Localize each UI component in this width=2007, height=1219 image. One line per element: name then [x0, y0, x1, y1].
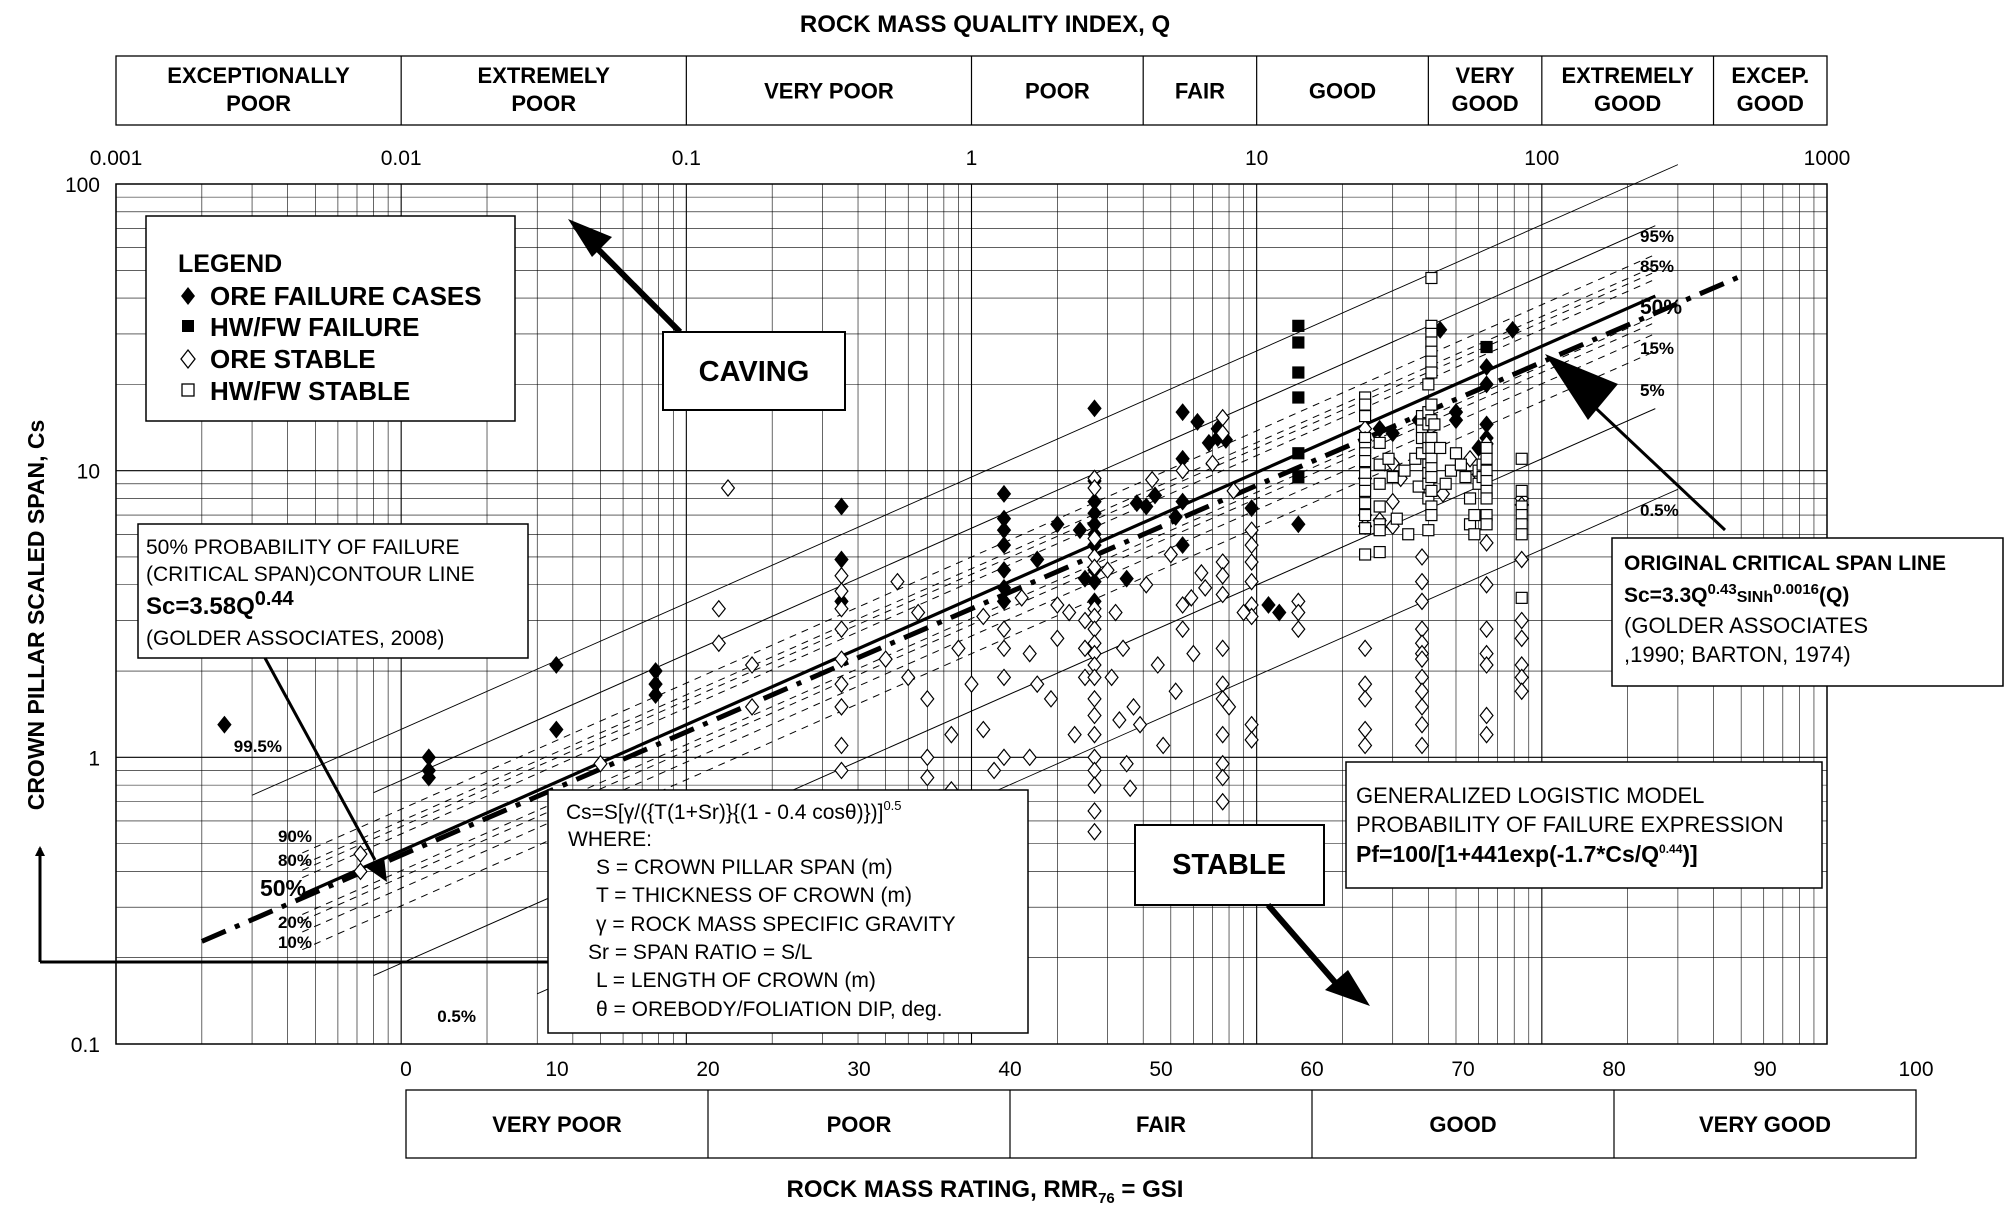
cs-def-5: θ = OREBODY/FOLIATION DIP, deg.: [596, 998, 943, 1021]
y-tick-label: 10: [76, 460, 100, 484]
data-point: [1140, 577, 1153, 593]
data-point: [1293, 367, 1304, 378]
data-point: [1088, 727, 1101, 743]
data-point: [1426, 356, 1437, 367]
data-point: [1374, 478, 1385, 489]
cs-formula: Cs=S[γ/({T(1+Sr)}{(1 - 0.4 cosθ)})]$^{0.5}$: [566, 798, 902, 824]
data-point: [1151, 657, 1164, 673]
data-point: [902, 669, 915, 685]
cs-def-3: Sr = SPAN RATIO = S/L: [588, 941, 813, 964]
data-point: [1450, 448, 1461, 459]
data-point: [1387, 472, 1398, 483]
x-axis-label: ROCK MASS RATING, $RMR_{76}$ = GSI: [786, 1176, 1184, 1207]
contour-label-left: 20%: [277, 913, 312, 932]
data-point: [998, 522, 1011, 538]
data-point: [1293, 320, 1304, 331]
data-point: [1023, 749, 1036, 765]
rmr-class-row: [406, 1090, 1916, 1158]
rmr-class-label: FAIR: [1135, 1112, 1187, 1137]
data-point: [550, 657, 563, 673]
golder-line2: (CRITICAL SPAN)CONTOUR LINE: [146, 563, 475, 586]
data-point: [1426, 485, 1437, 496]
q-class-label: VERY POOR: [764, 78, 894, 104]
q-class-label: FAIR: [1174, 78, 1225, 104]
data-point: [1429, 419, 1440, 430]
data-point: [1460, 472, 1471, 483]
data-point: [1031, 676, 1044, 692]
data-point: [746, 699, 759, 715]
data-point: [1403, 529, 1414, 540]
data-point: [1206, 455, 1219, 471]
q-class-label: EXTREMELY GOOD: [1561, 63, 1694, 116]
data-point: [1516, 453, 1527, 464]
data-point: [1360, 411, 1371, 422]
contour-label-right: 85%: [1640, 257, 1675, 276]
data-point: [1088, 824, 1101, 840]
data-point: [1045, 691, 1058, 707]
data-point: [835, 583, 848, 599]
data-point: [1359, 691, 1372, 707]
data-point: [1481, 453, 1492, 464]
data-point: [1360, 498, 1371, 509]
data-point: [998, 486, 1011, 502]
data-point: [1063, 605, 1076, 621]
rmr-tick-label: 50: [1149, 1058, 1173, 1081]
q-tick-label: 1: [965, 147, 978, 170]
rmr-class-label: POOR: [826, 1112, 892, 1137]
data-point: [1216, 676, 1229, 692]
data-point: [835, 621, 848, 637]
contour-label-right: 50%: [1640, 296, 1683, 319]
data-point: [1426, 399, 1437, 410]
rmr-axis-ticks: [400, 1058, 1933, 1081]
data-point: [1383, 453, 1394, 464]
rmr-tick-label: 80: [1602, 1058, 1626, 1081]
rmr-tick-label: 0: [400, 1058, 412, 1081]
golder-line1: 50% PROBABILITY OF FAILURE: [146, 536, 460, 559]
q-tick-label: 100: [1524, 147, 1560, 170]
data-point: [1360, 433, 1371, 444]
data-point: [998, 537, 1011, 553]
data-point: [1516, 485, 1527, 496]
data-point: [1273, 605, 1286, 621]
data-point: [1101, 562, 1114, 578]
q-class-label: EXTREMELY POOR: [477, 63, 610, 116]
data-point: [1360, 399, 1371, 410]
data-point: [1216, 770, 1229, 786]
q-tick-label: 0.001: [89, 147, 143, 170]
data-point: [1481, 465, 1492, 476]
data-point: [1051, 597, 1064, 613]
data-point: [879, 651, 892, 667]
data-point: [835, 676, 848, 692]
data-point: [1245, 522, 1258, 538]
data-point: [1426, 433, 1437, 444]
data-point: [1360, 456, 1371, 467]
data-point: [1292, 621, 1305, 637]
data-point: [1195, 565, 1208, 581]
data-point: [1360, 485, 1371, 496]
original-line4: ,1990; BARTON, 1974): [1624, 642, 1851, 667]
data-point: [1216, 794, 1229, 810]
cs-where: WHERE:: [568, 828, 652, 851]
q-class-row: [116, 56, 1827, 125]
data-point: [1480, 707, 1493, 723]
data-point: [1481, 493, 1492, 504]
cs-def-1: T = THICKNESS OF CROWN (m): [596, 884, 912, 907]
data-point: [1416, 683, 1429, 699]
rmr-tick-label: 30: [847, 1058, 871, 1081]
data-point: [1088, 777, 1101, 793]
data-point: [998, 562, 1011, 578]
data-point: [1088, 669, 1101, 685]
data-point: [965, 676, 978, 692]
data-point: [1480, 535, 1493, 551]
data-point: [1399, 465, 1410, 476]
contour-label-right: 95%: [1640, 227, 1675, 246]
contour-label-right: 5%: [1640, 381, 1665, 400]
data-point: [1293, 337, 1304, 348]
rmr-class-label: VERY POOR: [492, 1112, 622, 1137]
original-title: ORIGINAL CRITICAL SPAN LINE: [1624, 552, 1947, 575]
contour-label-left: 99.5%: [233, 737, 282, 756]
legend-label-hwfw-stable: HW/FW STABLE: [210, 376, 411, 406]
data-point: [1113, 712, 1126, 728]
data-point: [835, 498, 848, 514]
y-tick-label: 100: [64, 174, 100, 197]
rmr-tick-label: 40: [998, 1058, 1022, 1081]
data-point: [1068, 727, 1081, 743]
cs-definition-box: [548, 790, 1028, 1033]
data-point: [1359, 722, 1372, 738]
data-point: [1199, 580, 1212, 596]
legend-title: LEGEND: [178, 250, 283, 278]
q-class-label: VERY GOOD: [1451, 63, 1519, 116]
data-point: [550, 722, 563, 738]
data-point: [1245, 537, 1258, 553]
data-point: [835, 699, 848, 715]
logistic-model-box: [1346, 762, 1822, 888]
contour-label-left: 50%: [259, 875, 306, 901]
data-point: [1187, 646, 1200, 662]
contour-label-right: 15%: [1640, 339, 1675, 358]
legend-marker-hwfw-failure: [182, 320, 194, 332]
data-point: [1051, 630, 1064, 646]
q-class-label: POOR: [1024, 78, 1090, 104]
data-point: [1435, 442, 1446, 453]
data-point: [1293, 472, 1304, 483]
data-point: [1088, 803, 1101, 819]
data-point: [1416, 699, 1429, 715]
data-point: [354, 846, 367, 862]
data-point: [1374, 501, 1385, 512]
data-point: [1480, 727, 1493, 743]
contour-label-left: 80%: [277, 851, 312, 870]
q-tick-label: 1000: [1803, 147, 1851, 170]
data-point: [1216, 640, 1229, 656]
data-point: [1469, 510, 1480, 521]
data-point: [1245, 732, 1258, 748]
data-point: [988, 762, 1001, 778]
data-point: [1481, 519, 1492, 530]
stable-annotation: [1135, 825, 1370, 1006]
data-point: [921, 749, 934, 765]
data-point: [1191, 414, 1204, 430]
data-point: [1124, 780, 1137, 796]
cs-def-2: γ = ROCK MASS SPECIFIC GRAVITY: [596, 913, 956, 936]
legend-label-ore-stable: ORE STABLE: [210, 344, 376, 374]
data-point: [1481, 442, 1492, 453]
data-point: [1120, 756, 1133, 772]
data-point: [1423, 379, 1434, 390]
original-formula: $Sc=3.3Q^{0.43}_{SINh}^{0.0016}(Q)$: [1624, 581, 1850, 607]
data-point: [746, 657, 759, 673]
golder-source: (GOLDER ASSOCIATES, 2008): [146, 627, 445, 650]
data-point: [1023, 646, 1036, 662]
data-point: [1293, 448, 1304, 459]
data-point: [1360, 468, 1371, 479]
data-point: [1015, 590, 1028, 606]
data-point: [1515, 613, 1528, 629]
data-point: [1051, 516, 1064, 532]
data-point: [1117, 640, 1130, 656]
rmr-class-label: VERY GOOD: [1698, 1112, 1832, 1137]
data-point: [1360, 549, 1371, 560]
legend-marker-hwfw-stable: [182, 384, 194, 396]
logistic-line1: GENERALIZED LOGISTIC MODEL: [1356, 783, 1705, 808]
data-point: [835, 762, 848, 778]
data-point: [1169, 683, 1182, 699]
data-point: [977, 608, 990, 624]
data-point: [1134, 717, 1147, 733]
q-tick-label: 0.1: [671, 147, 701, 170]
data-point: [1516, 519, 1527, 530]
legend-label-hwfw-failure: HW/FW FAILURE: [210, 312, 420, 342]
data-point: [1127, 699, 1140, 715]
contour-label-left: 10%: [277, 933, 312, 952]
data-point: [1516, 592, 1527, 603]
cs-def-4: L = LENGTH OF CROWN (m): [596, 969, 876, 992]
data-point: [1391, 513, 1402, 524]
data-point: [1374, 437, 1385, 448]
data-point: [722, 480, 735, 496]
data-point: [218, 717, 231, 733]
data-point: [1176, 537, 1189, 553]
rmr-tick-label: 100: [1898, 1058, 1934, 1081]
data-point: [1440, 478, 1451, 489]
q-tick-label: 0.01: [380, 147, 422, 170]
data-point: [1088, 762, 1101, 778]
data-point: [1088, 400, 1101, 416]
legend: [146, 216, 515, 421]
data-point: [1359, 737, 1372, 753]
y-axis-label: CROWN PILLAR SCALED SPAN, Cs: [23, 419, 49, 811]
data-point: [1416, 593, 1429, 609]
data-point: [1157, 737, 1170, 753]
data-point: [1088, 691, 1101, 707]
data-point: [712, 601, 725, 617]
data-point: [998, 640, 1011, 656]
rmr-tick-label: 60: [1300, 1058, 1324, 1081]
data-point: [1426, 346, 1437, 357]
data-point: [1481, 342, 1492, 353]
stable-label: STABLE: [1172, 849, 1286, 881]
rmr-class-label: GOOD: [1429, 1112, 1497, 1137]
data-point: [1423, 525, 1434, 536]
data-point: [1360, 523, 1371, 534]
data-point: [1386, 494, 1399, 510]
data-point: [649, 687, 662, 703]
data-point: [1245, 574, 1258, 590]
data-point: [1245, 717, 1258, 733]
q-axis-ticks: [90, 147, 1851, 170]
data-point: [1480, 621, 1493, 637]
data-point: [1416, 717, 1429, 733]
contour-line: [374, 226, 1656, 793]
data-point: [1109, 605, 1122, 621]
q-tick-label: 10: [1244, 147, 1269, 170]
q-class-label: EXCEP. GOOD: [1731, 63, 1810, 116]
contour-label-left: 90%: [277, 827, 312, 846]
contour-label-left: 0.5%: [437, 1007, 476, 1026]
data-point: [1292, 605, 1305, 621]
original-line3: (GOLDER ASSOCIATES: [1624, 613, 1869, 638]
data-point: [1359, 640, 1372, 656]
data-point: [1426, 472, 1437, 483]
data-point: [998, 669, 1011, 685]
data-point: [1088, 707, 1101, 723]
data-point: [1374, 525, 1385, 536]
rmr-tick-label: 70: [1451, 1058, 1475, 1081]
data-point: [1515, 551, 1528, 567]
data-point: [1359, 676, 1372, 692]
data-point: [1426, 367, 1437, 378]
data-point: [1031, 551, 1044, 567]
data-point: [1416, 574, 1429, 590]
rmr-tick-label: 10: [545, 1058, 569, 1081]
data-point: [1216, 727, 1229, 743]
original-critical-span-box: [1545, 354, 2003, 686]
data-point: [835, 551, 848, 567]
data-point: [921, 770, 934, 786]
data-point: [1480, 577, 1493, 593]
data-point: [1426, 510, 1437, 521]
q-class-label: GOOD: [1308, 78, 1377, 104]
logistic-formula: $Pf=100/[1+441\exp(-1.7*Cs/Q^{0.44})]$: [1356, 841, 1698, 867]
data-point: [1245, 554, 1258, 570]
y-tick-label: 1: [88, 747, 100, 771]
chart-title: ROCK MASS QUALITY INDEX, Q: [799, 11, 1171, 38]
data-point: [1506, 322, 1519, 338]
data-point: [1480, 657, 1493, 673]
data-point: [1515, 630, 1528, 646]
data-point: [1416, 737, 1429, 753]
data-point: [1176, 621, 1189, 637]
data-point: [952, 640, 965, 656]
cs-def-0: S = CROWN PILLAR SPAN (m): [596, 856, 893, 879]
data-point: [1176, 404, 1189, 420]
rmr-tick-label: 90: [1753, 1058, 1777, 1081]
caving-label: CAVING: [698, 356, 810, 388]
y-axis-ticks: [65, 174, 100, 1057]
logistic-line2: PROBABILITY OF FAILURE EXPRESSION: [1356, 812, 1784, 837]
data-point: [1292, 516, 1305, 532]
data-point: [1120, 571, 1133, 587]
data-point: [1360, 510, 1371, 521]
data-point: [835, 737, 848, 753]
data-point: [1216, 568, 1229, 584]
data-point: [835, 568, 848, 584]
data-point: [1216, 586, 1229, 602]
data-point: [1469, 529, 1480, 540]
data-point: [1416, 549, 1429, 565]
data-point: [1146, 472, 1159, 488]
legend-label-ore-failure: ORE FAILURE CASES: [210, 281, 482, 311]
data-point: [945, 727, 958, 743]
golder-2008-box: [138, 524, 528, 882]
data-point: [1455, 459, 1466, 470]
data-point: [1516, 529, 1527, 540]
data-point: [998, 749, 1011, 765]
data-point: [1426, 272, 1437, 283]
data-point: [1262, 597, 1275, 613]
data-point: [1515, 683, 1528, 699]
data-point: [921, 691, 934, 707]
data-point: [1105, 669, 1118, 685]
rmr-tick-label: 20: [696, 1058, 720, 1081]
q-class-label: EXCEPTIONALLY POOR: [167, 63, 350, 116]
data-point: [977, 722, 990, 738]
data-point: [1465, 493, 1476, 504]
data-point: [1293, 392, 1304, 403]
golder-formula: $Sc=3.58Q^{0.44}$: [146, 588, 294, 620]
y-tick-label: 0.1: [70, 1034, 100, 1057]
data-point: [1176, 463, 1189, 479]
data-point: [1164, 546, 1177, 562]
data-point: [998, 621, 1011, 637]
data-point: [1374, 547, 1385, 558]
contour-label-right: 0.5%: [1640, 501, 1679, 520]
